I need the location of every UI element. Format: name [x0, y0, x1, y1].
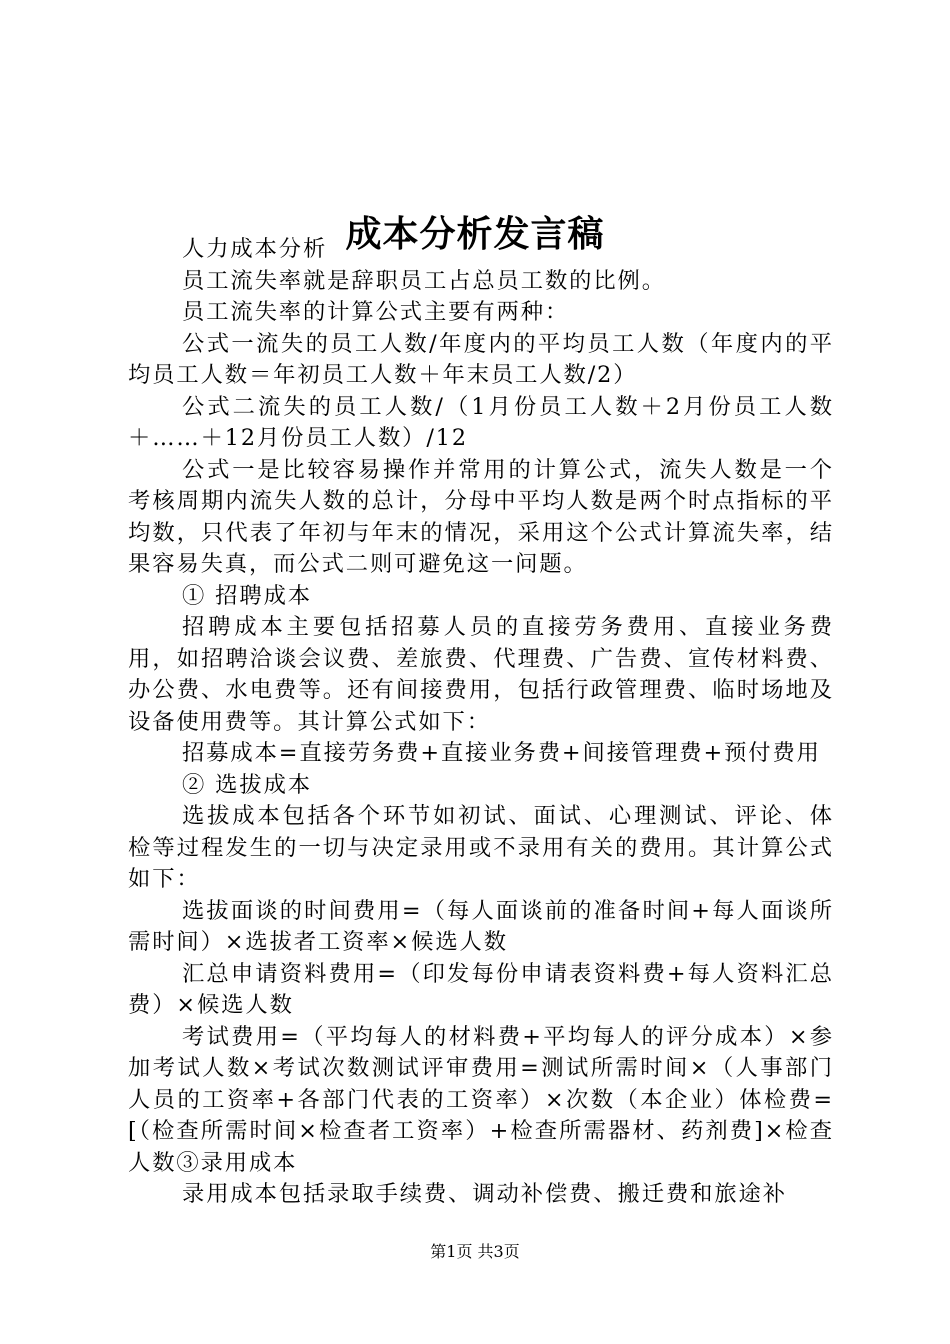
- paragraph: 公式一流失的员工人数/年度内的平均员工人数（年度内的平均员工人数＝年初员工人数＋年末员工人数/2）: [128, 330, 834, 388]
- paragraph: 选拔成本包括各个环节如初试、面试、心理测试、评论、体检等过程发生的一切与决定录用或不录用有关的费用。其计算公式如下：: [128, 803, 834, 892]
- page-footer: 第1页 共3页: [430, 1242, 520, 1261]
- formula: 招募成本=直接劳务费+直接业务费+间接管理费+预付费用: [182, 740, 821, 766]
- section-heading: ② 选拔成本: [182, 771, 312, 798]
- formula: 汇总申请资料费用=（印发每份申请表资料费+每人资料汇总费）×候选人数: [128, 960, 834, 1018]
- paragraph: 招聘成本主要包括招募人员的直接劳务费用、直接业务费用，如招聘洽谈会议费、差旅费、代理费、广告费、宣传材料费、办公费、水电费等。还有间接费用，包括行政管理费、临时场地及设备使用费等。其计算公式如下：: [128, 614, 834, 735]
- document-body: [128, 234, 834, 1211]
- paragraph: 公式二流失的员工人数/（1月份员工人数＋2月份员工人数＋……＋12月份员工人数）/12: [128, 393, 834, 451]
- section-heading: ① 招聘成本: [182, 582, 312, 609]
- document-title: 成本分析发言稿: [345, 213, 605, 256]
- paragraph: 公式一是比较容易操作并常用的计算公式，流失人数是一个考核周期内流失人数的总计，分母中平均人数是两个时点指标的平均数，只代表了年初与年末的情况，采用这个公式计算流失率，结果容易失真，而公式二则可避免这一问题。: [128, 456, 834, 577]
- paragraph: 人力成本分析: [182, 236, 328, 262]
- paragraph: 录用成本包括录取手续费、调动补偿费、搬迁费和旅途补: [182, 1181, 787, 1207]
- formula: 考试费用=（平均每人的材料费+平均每人的评分成本）×参加考试人数×考试次数测试评审费用=测试所需时间×（人事部门人员的工资率+各部门代表的工资率）×次数（本企业）体检费=[（检查所需时间×检查者工资率）+检查所需器材、药剂费]×检查人数③录用成本: [128, 1023, 834, 1176]
- paragraph: 员工流失率的计算公式主要有两种：: [182, 299, 570, 325]
- formula: 选拔面谈的时间费用=（每人面谈前的准备时间+每人面谈所需时间）×选拔者工资率×候选人数: [128, 897, 834, 955]
- paragraph: 员工流失率就是辞职员工占总员工数的比例。: [182, 267, 666, 294]
